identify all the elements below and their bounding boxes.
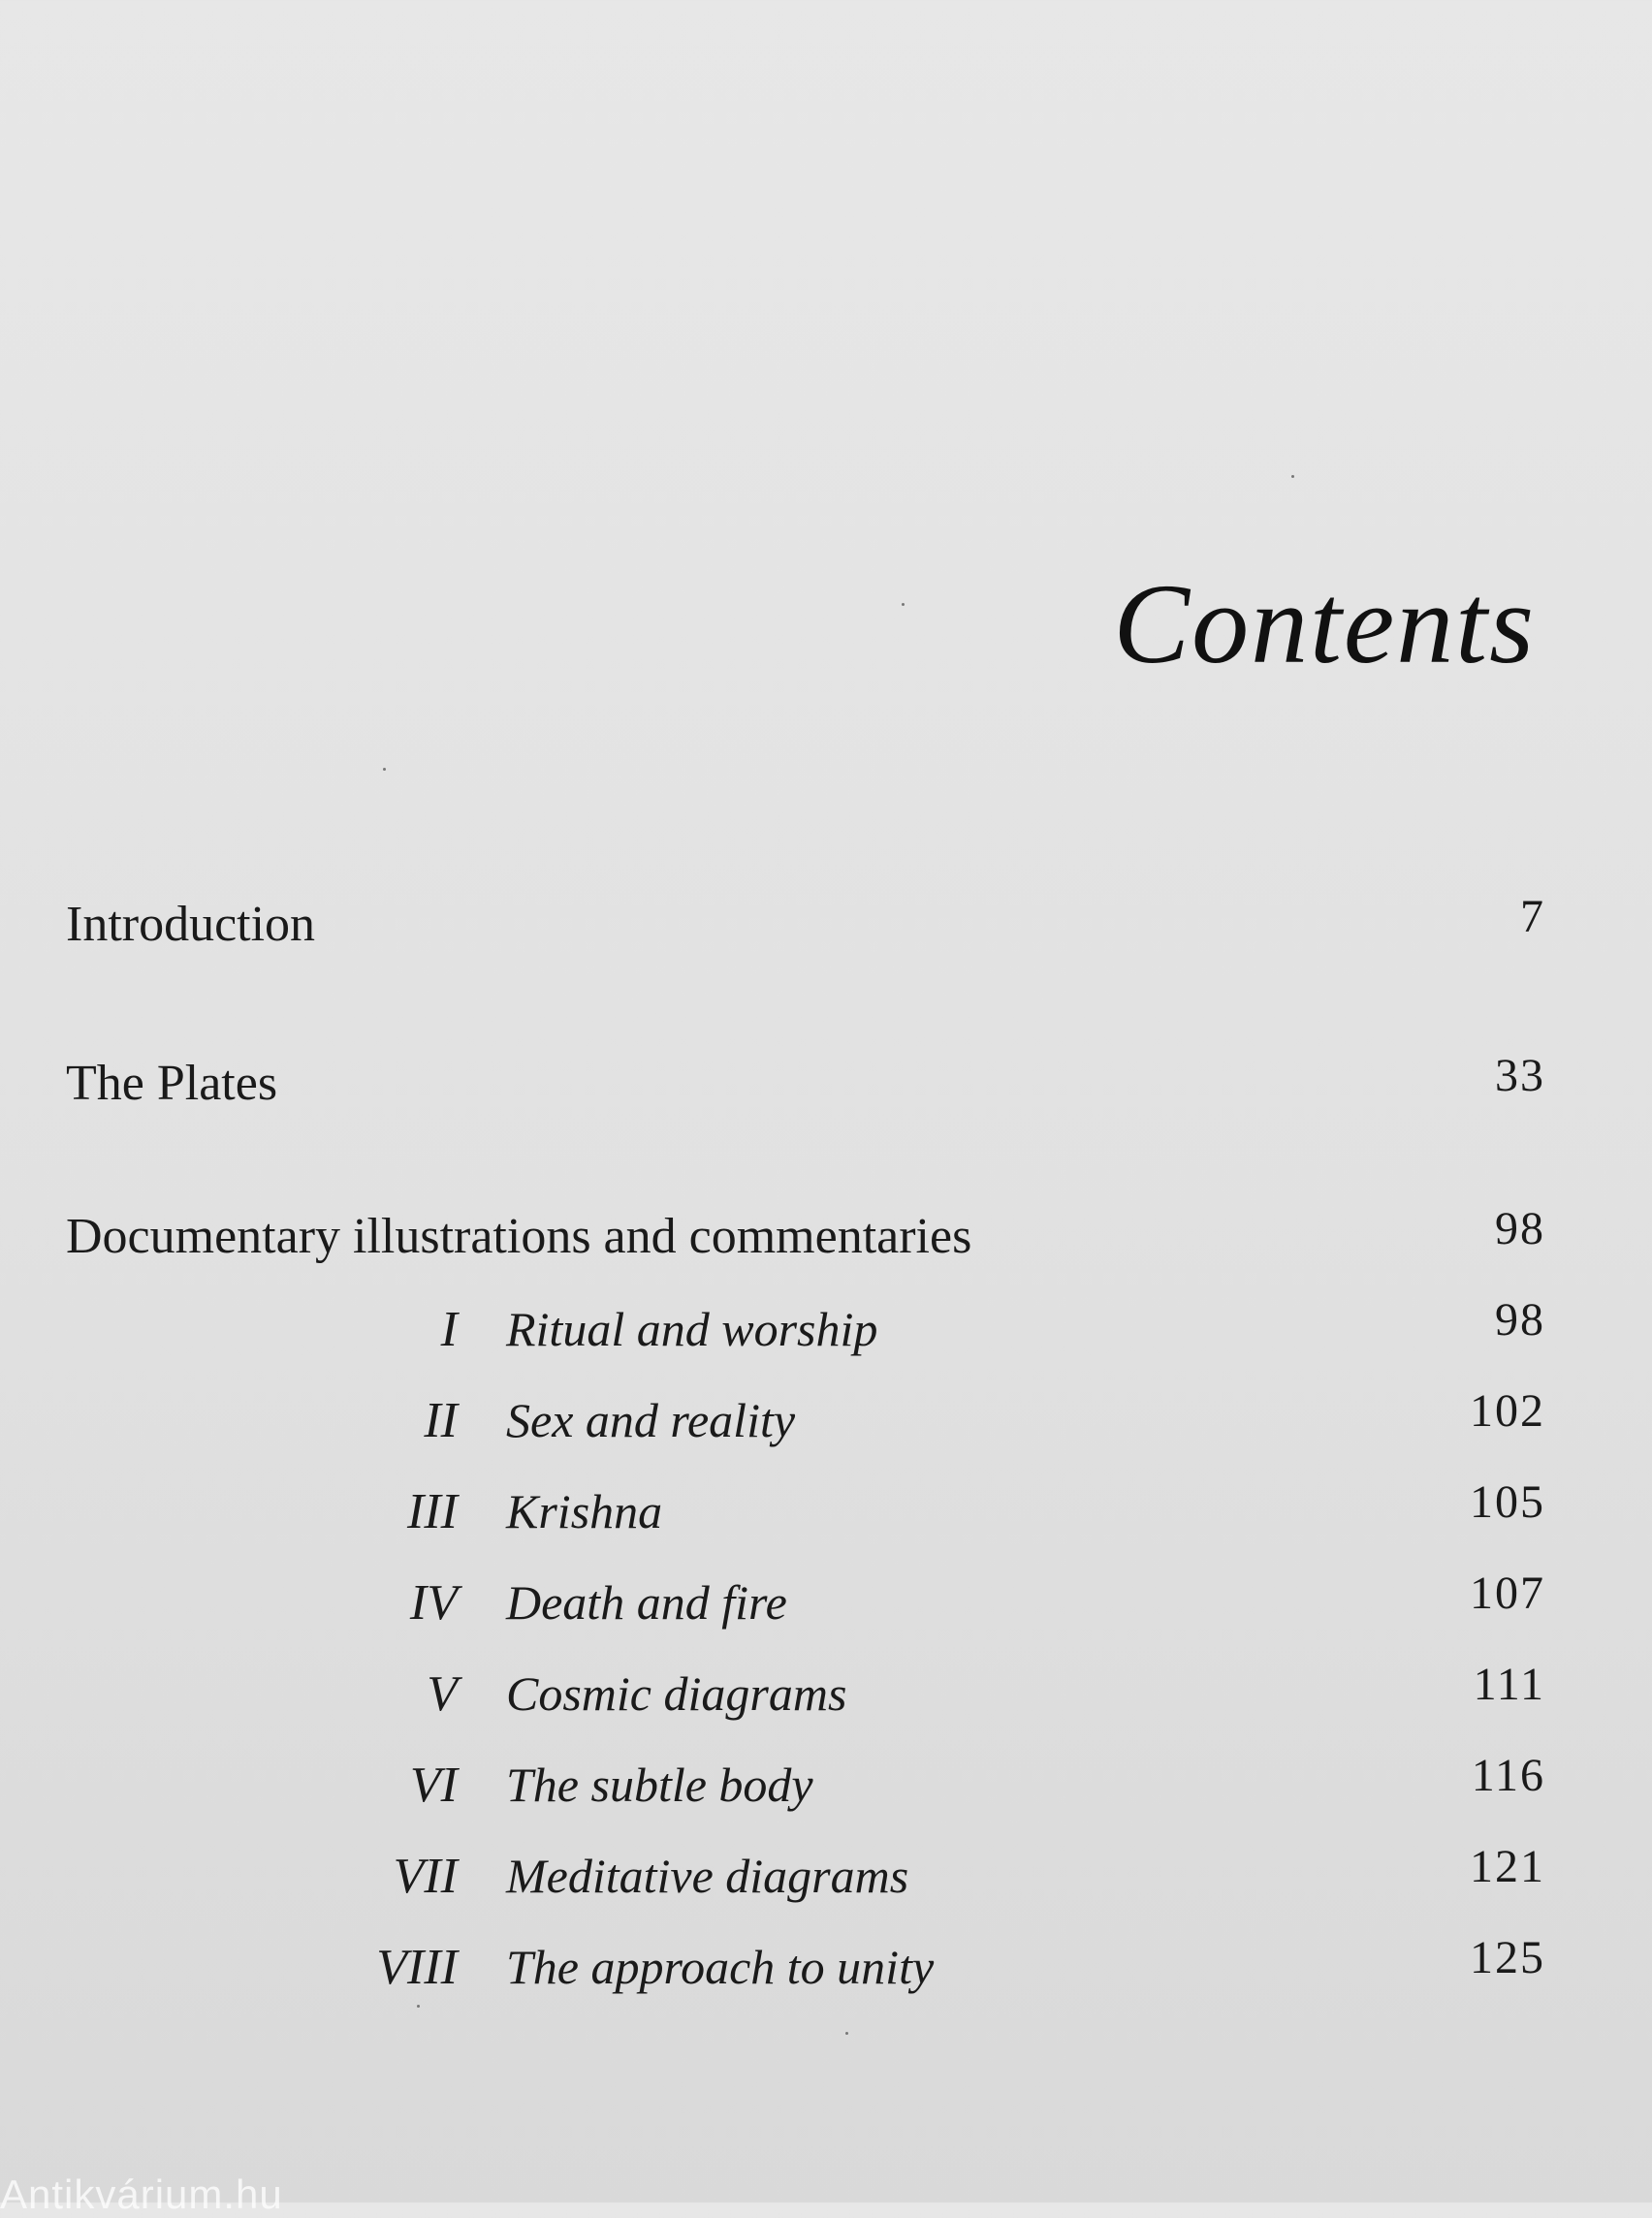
toc-subentry-label: Krishna bbox=[506, 1484, 663, 1538]
paper-speck bbox=[902, 603, 905, 606]
watermark: Antikvárium.hu bbox=[0, 2171, 283, 2217]
toc-subentry-page: 105 bbox=[1470, 1476, 1545, 1528]
toc-subentry-label: Cosmic diagrams bbox=[506, 1666, 847, 1721]
toc-entry-plates-label: The Plates bbox=[66, 1056, 278, 1111]
paper-speck bbox=[1291, 475, 1294, 478]
toc-subentry-numeral: I bbox=[440, 1302, 458, 1357]
toc-subentry-label: Ritual and worship bbox=[506, 1302, 878, 1356]
toc-subentry-numeral: VIII bbox=[376, 1940, 458, 1995]
toc-subentry-page: 102 bbox=[1470, 1385, 1545, 1437]
toc-subentry-label: Sex and reality bbox=[506, 1393, 796, 1447]
page-title: Contents bbox=[1113, 560, 1536, 687]
toc-entry-documentary-label: Documentary illustrations and commentaries bbox=[66, 1209, 972, 1264]
toc-subentry-page: 116 bbox=[1471, 1750, 1545, 1801]
toc-entry-introduction-page: 7 bbox=[1520, 891, 1545, 942]
toc-subentry-numeral: V bbox=[427, 1666, 458, 1722]
paper-speck bbox=[417, 2005, 420, 2008]
toc-subentry-page: 111 bbox=[1473, 1659, 1545, 1710]
toc-subentry-numeral: VII bbox=[393, 1849, 458, 1904]
toc-subentry-page: 98 bbox=[1495, 1294, 1545, 1346]
paper-speck bbox=[383, 768, 386, 771]
toc-subentry-page: 121 bbox=[1470, 1841, 1545, 1892]
toc-entry-introduction-label: Introduction bbox=[66, 897, 316, 952]
paper-speck bbox=[845, 2032, 848, 2035]
toc-subentry-numeral: II bbox=[424, 1393, 458, 1448]
toc-subentry-numeral: VI bbox=[409, 1758, 458, 1813]
toc-subentry-page: 125 bbox=[1470, 1932, 1545, 1983]
toc-subentry-page: 107 bbox=[1470, 1568, 1545, 1619]
toc-subentry-numeral: III bbox=[407, 1484, 458, 1539]
toc-subentry-label: Meditative diagrams bbox=[506, 1849, 909, 1903]
toc-subentry-label: The subtle body bbox=[506, 1758, 813, 1812]
toc-entry-documentary-page: 98 bbox=[1495, 1203, 1545, 1254]
toc-entry-plates-page: 33 bbox=[1495, 1050, 1545, 1101]
toc-subentry-numeral: IV bbox=[409, 1575, 458, 1631]
toc-subentry-label: Death and fire bbox=[506, 1575, 787, 1630]
toc-subentry-label: The approach to unity bbox=[506, 1940, 935, 1994]
